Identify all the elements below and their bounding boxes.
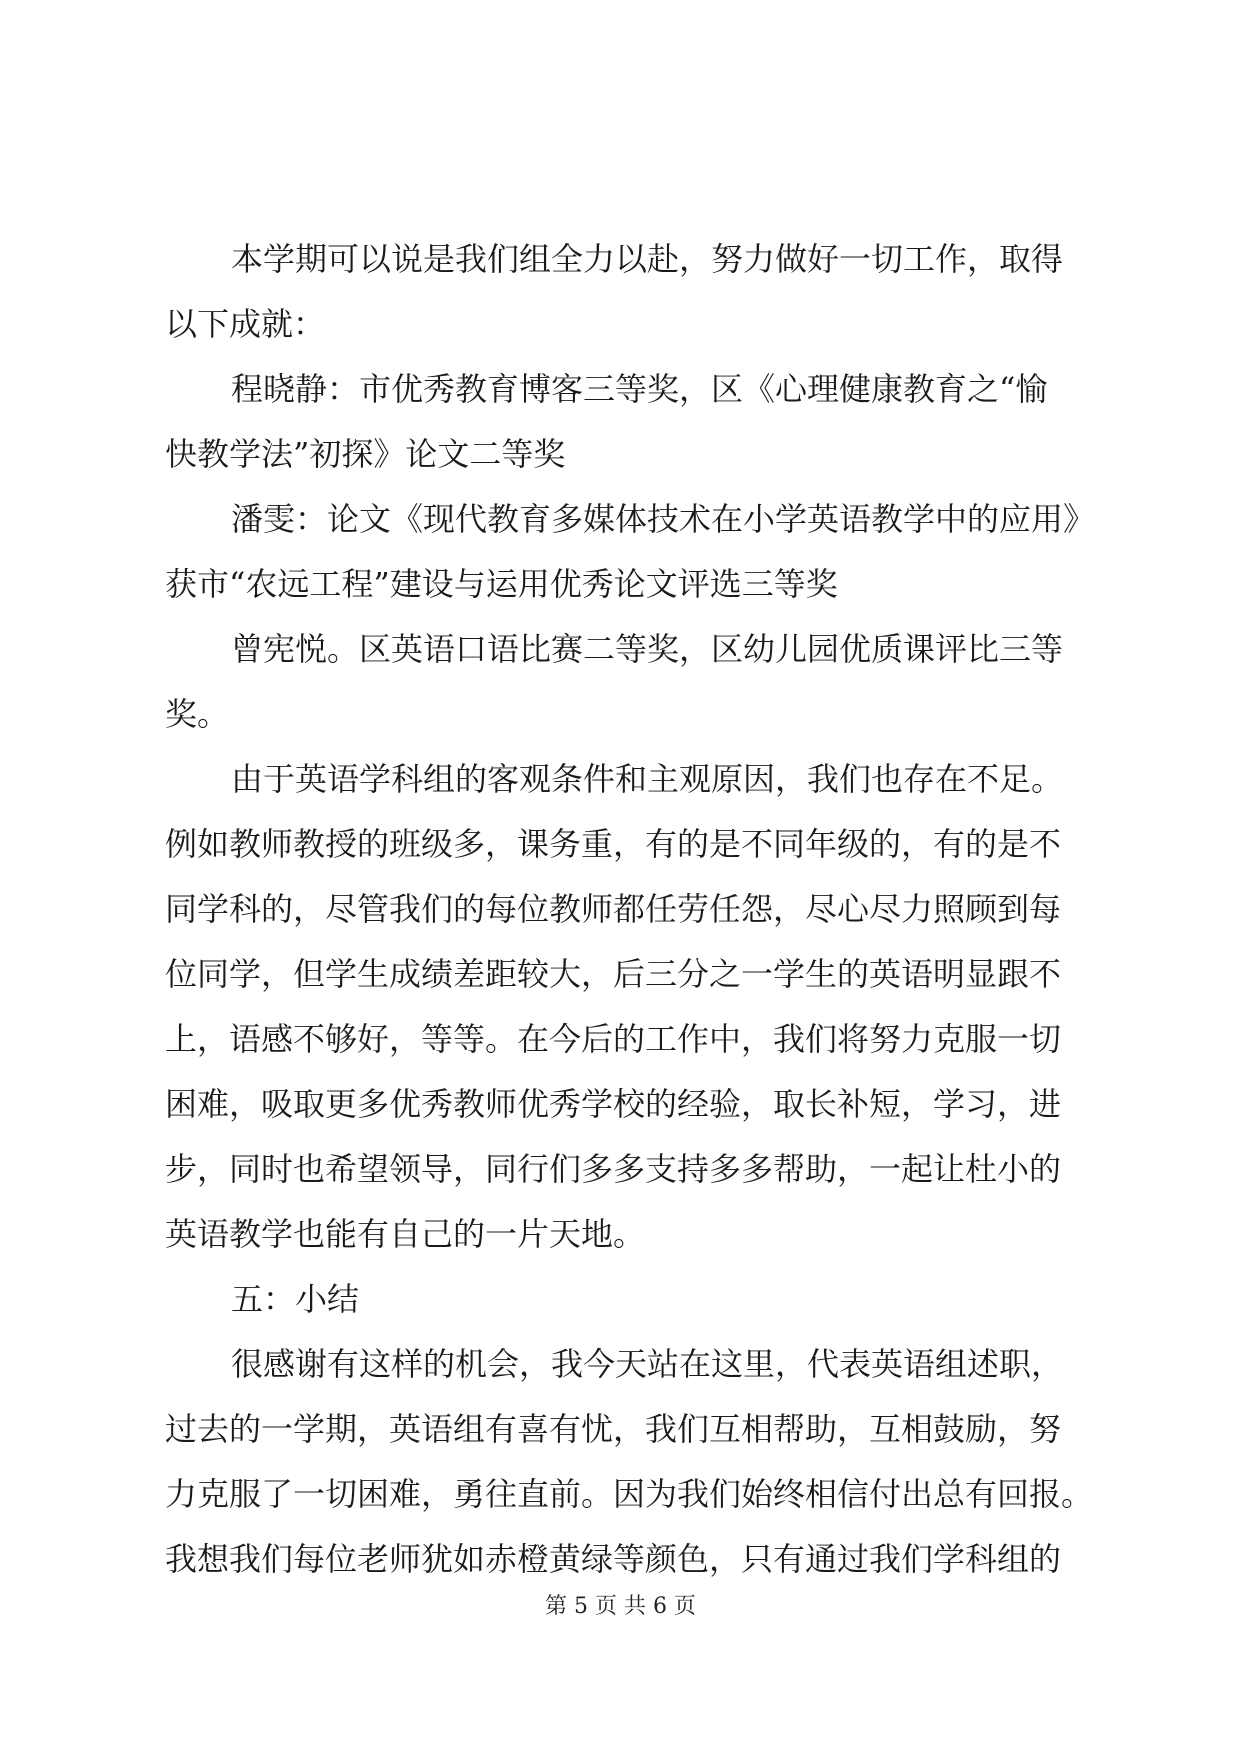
text-line: 很感谢有这样的机会，我今天站在这里，代表英语组述职，: [231, 1345, 1064, 1383]
text-line: 我想我们每位老师犹如赤橙黄绿等颜色，只有通过我们学科组的: [165, 1540, 1062, 1578]
text-line: 步，同时也希望领导，同行们多多支持多多帮助，一起让杜小的: [165, 1150, 1062, 1188]
text-line: 以下成就：: [165, 305, 326, 343]
page-number-footer: 第 5 页 共 6 页: [545, 1594, 696, 1619]
text-line: 位同学，但学生成绩差距较大，后三分之一学生的英语明显跟不: [165, 955, 1062, 993]
text-line: 英语教学也能有自己的一片天地。: [165, 1215, 646, 1253]
text-line: 获市“农远工程”建设与运用优秀论文评选三等奖: [165, 565, 838, 603]
section-heading: 五：小结: [231, 1280, 360, 1318]
text-line: 例如教师教授的班级多，课务重，有的是不同年级的，有的是不: [165, 825, 1062, 863]
text-line: 奖。: [165, 695, 230, 733]
text-line: 程晓静：市优秀教育博客三等奖，区《心理健康教育之“愉: [231, 370, 1048, 408]
text-line: 快教学法”初探》论文二等奖: [165, 435, 566, 473]
text-line: 由于英语学科组的客观条件和主观原因，我们也存在不足。: [231, 760, 1064, 798]
text-line: 过去的一学期，英语组有喜有忧，我们互相帮助，互相鼓励，努: [165, 1410, 1062, 1448]
text-line: 潘雯：论文《现代教育多媒体技术在小学英语教学中的应用》: [231, 500, 1096, 538]
text-line: 上，语感不够好，等等。在今后的工作中，我们将努力克服一切: [165, 1020, 1062, 1058]
text-line: 同学科的，尽管我们的每位教师都任劳任怨，尽心尽力照顾到每: [165, 890, 1062, 928]
text-line: 曾宪悦。区英语口语比赛二等奖，区幼儿园优质课评比三等: [231, 630, 1064, 668]
text-line: 本学期可以说是我们组全力以赴，努力做好一切工作，取得: [231, 240, 1064, 278]
text-line: 力克服了一切困难，勇往直前。因为我们始终相信付出总有回报。: [165, 1475, 1094, 1513]
document-body: [165, 227, 1096, 1592]
text-line: 困难，吸取更多优秀教师优秀学校的经验，取长补短，学习，进: [165, 1085, 1062, 1123]
